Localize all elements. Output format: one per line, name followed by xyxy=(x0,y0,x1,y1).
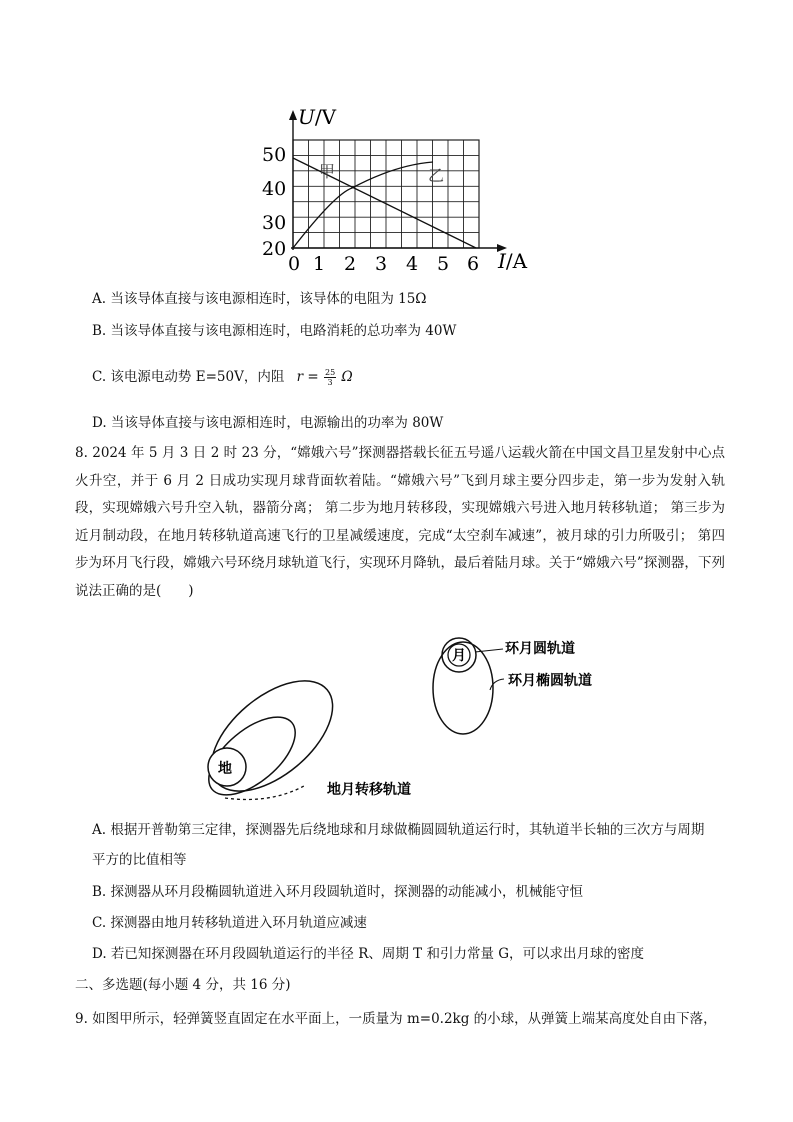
q7-option-a: A. 当该导体直接与该电源相连时，该导体的电阻为 15Ω xyxy=(92,291,427,307)
curve-yi-label: 乙 xyxy=(428,166,445,185)
x-tick-1: 1 xyxy=(313,253,326,275)
q7-option-b: B. 当该导体直接与该电源相连时，电路消耗的总功率为 40W xyxy=(92,323,457,339)
transfer-orbit-label: 地月转移轨道 xyxy=(327,782,411,798)
moon-label: 月 xyxy=(452,648,466,664)
fraction-numerator: 25 xyxy=(324,368,336,377)
q7-option-c xyxy=(92,368,353,387)
curve-jia-label: 甲 xyxy=(319,162,336,181)
y-tick-40: 40 xyxy=(262,178,287,200)
x-axis-label: I/A xyxy=(498,249,528,273)
y-axis-arrow xyxy=(289,110,297,120)
y-tick-30: 30 xyxy=(262,212,287,234)
earth-label: 地 xyxy=(218,761,232,777)
section-heading: 二、多选题(每小题 4 分，共 16 分) xyxy=(75,977,291,993)
q8-option-c: C. 探测器由地月转移轨道进入环月轨道应减速 xyxy=(92,915,367,931)
x-tick-3: 3 xyxy=(375,253,388,275)
graph-grid xyxy=(293,140,479,248)
x-tick-4: 4 xyxy=(406,253,419,275)
orbit-figure xyxy=(190,628,640,810)
fraction xyxy=(324,368,336,387)
x-tick-0: 0 xyxy=(288,253,301,275)
y-tick-50: 50 xyxy=(262,144,287,166)
x-tick-5: 5 xyxy=(437,253,450,275)
q7-option-c-r: r = xyxy=(296,369,319,385)
x-tick-2: 2 xyxy=(344,253,357,275)
y-axis-label: U/V xyxy=(298,105,337,129)
moon-ellipse-orbit-label: 环月椭圆轨道 xyxy=(508,673,592,689)
q9-stem: 9. 如图甲所示，轻弹簧竖直固定在水平面上，一质量为 m=0.2kg 的小球，从弹簧上端某高度处自由下落， xyxy=(75,1011,717,1027)
q8-option-a-line2: 平方的比值相等 xyxy=(92,852,187,868)
y-tick-20: 20 xyxy=(262,238,287,260)
yi-curve xyxy=(293,162,433,248)
q8-stem: 8. 2024 年 5 月 3 日 2 时 23 分，“嫦娥六号”探测器搭载长征五号遥八运载火箭在中国文昌卫星发射中心点火升空，并于 6 月 2 日成功实现月球背面软着陆。“嫦娥六号”飞到月球主要分四步走，第一步为发射入轨段，实现嫦娥六号升空入轨，器箭分离； 第二步为地月转移段，实现嫦娥六号进入地月转移轨道； 第三步为近月制动段，在地月转移轨道高速飞行的卫星减缓速度，完成“太空刹车减速”，被月球的引力所吸引； 第四步为环月飞行段，嫦娥六号环绕月球轨道飞行，实现环月降轨，最后着陆月球。关于“嫦娥六号”探测器，下列说法正确的是( ) xyxy=(75,445,725,599)
q8-option-b: B. 探测器从环月段椭圆轨道进入环月段圆轨道时，探测器的动能减小，机械能守恒 xyxy=(92,884,584,900)
q8-option-a-line1: A. 根据开普勒第三定律，探测器先后绕地球和月球做椭圆圆轨道运行时，其轨道半长轴的三次方与周期 xyxy=(92,822,705,838)
q8-option-d: D. 若已知探测器在环月段圆轨道运行的半径 R、周期 T 和引力常量 G，可以求出月球的密度 xyxy=(92,946,645,962)
q7-option-c-text: C. 该电源电动势 E=50V，内阻 xyxy=(92,369,285,385)
moon-circle-orbit-label: 环月圆轨道 xyxy=(505,641,575,657)
u-i-graph xyxy=(255,100,545,278)
q7-option-d: D. 当该导体直接与该电源相连时，电源输出的功率为 80W xyxy=(92,415,444,431)
q7-option-c-unit: Ω xyxy=(341,369,353,385)
x-tick-6: 6 xyxy=(467,253,480,275)
fraction-denominator: 3 xyxy=(327,378,333,387)
